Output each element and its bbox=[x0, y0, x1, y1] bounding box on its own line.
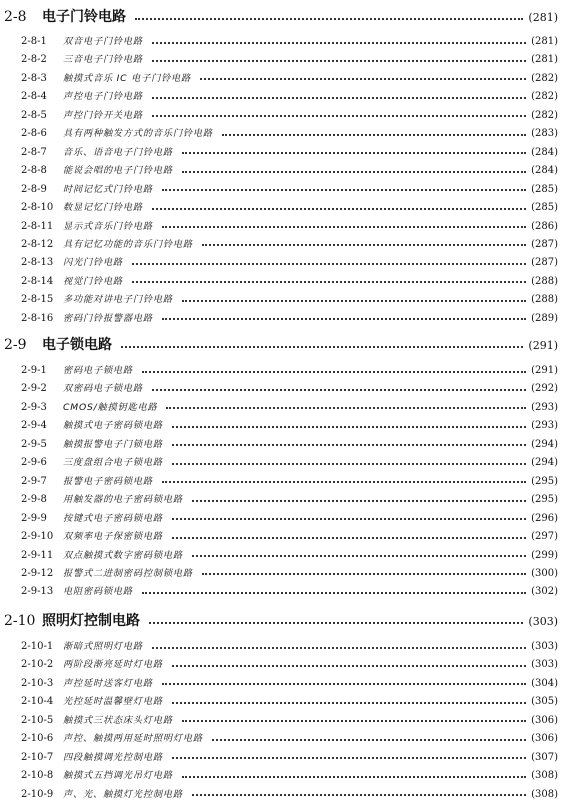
item-page: (283) bbox=[531, 128, 558, 140]
item-title: 双音电子门铃电路 bbox=[63, 36, 143, 47]
item-number: 2-9-4 bbox=[21, 420, 47, 432]
item-page: (295) bbox=[531, 494, 558, 506]
item-number: 2-10-3 bbox=[21, 677, 54, 689]
item-leader bbox=[162, 188, 526, 191]
toc-entry bbox=[21, 675, 558, 689]
sec-page: (281) bbox=[528, 11, 558, 24]
item-leader bbox=[142, 370, 526, 373]
toc-entry bbox=[21, 583, 558, 597]
sec-page: (303) bbox=[528, 615, 558, 628]
item-page: (289) bbox=[531, 312, 558, 324]
item-leader bbox=[172, 462, 526, 465]
item-page: (303) bbox=[531, 659, 558, 671]
sec-title: 照明灯控制电路 bbox=[42, 613, 140, 629]
item-number: 2-9-11 bbox=[21, 549, 54, 561]
toc-entry bbox=[21, 380, 558, 394]
item-title: 具有两种触发方式的音乐门铃电路 bbox=[63, 128, 213, 140]
item-page: (303) bbox=[531, 641, 558, 652]
item-number: 2-8-5 bbox=[21, 109, 47, 121]
toc-entry bbox=[21, 786, 558, 800]
item-title: 报警电子密码锁电路 bbox=[63, 475, 153, 487]
item-number: 2-10-8 bbox=[21, 770, 54, 782]
item-title: 三音电子门铃电路 bbox=[63, 54, 143, 66]
item-page: (282) bbox=[531, 91, 558, 103]
toc-entry bbox=[21, 162, 558, 176]
toc-entry bbox=[21, 181, 558, 195]
item-title: 声控门铃开关电路 bbox=[63, 109, 143, 121]
item-leader bbox=[152, 96, 526, 99]
item-page: (284) bbox=[531, 146, 558, 158]
item-title: 双点触摸式数字密码锁电路 bbox=[63, 549, 183, 561]
toc-entry bbox=[21, 749, 558, 763]
item-page: (293) bbox=[531, 420, 558, 432]
item-title: 时间记忆式门铃电路 bbox=[63, 183, 153, 195]
item-number: 2-8-13 bbox=[21, 257, 54, 269]
item-page: (302) bbox=[531, 586, 558, 598]
item-leader bbox=[192, 793, 526, 796]
item-title: 触摸式三状态床头灯电路 bbox=[63, 714, 173, 726]
item-title: 用触发器的电子密码锁电路 bbox=[63, 494, 183, 506]
item-number: 2-10-6 bbox=[21, 733, 54, 745]
item-page: (287) bbox=[531, 238, 558, 250]
item-page: (299) bbox=[531, 549, 558, 561]
item-title: 视觉门铃电路 bbox=[63, 275, 123, 287]
item-number: 2-8-6 bbox=[21, 128, 47, 140]
item-title: 三度盘组合电子锁电路 bbox=[63, 457, 163, 469]
toc-entry bbox=[21, 88, 558, 102]
toc-entry bbox=[21, 547, 558, 561]
item-leader bbox=[182, 719, 526, 722]
item-title: 声、光、触摸灯光控制电路 bbox=[63, 788, 183, 800]
item-title: 触摸式五挡调光吊灯电路 bbox=[63, 770, 173, 782]
section-heading bbox=[4, 6, 558, 26]
item-leader bbox=[172, 756, 526, 759]
item-title: 显示式音乐门铃电路 bbox=[63, 220, 153, 232]
item-title: 触摸式音乐 IC 电子门铃电路 bbox=[63, 72, 192, 84]
item-title: CMOS/触摸钥匙电路 bbox=[63, 401, 158, 413]
item-number: 2-9-12 bbox=[21, 567, 54, 579]
item-leader bbox=[172, 443, 526, 446]
item-number: 2-10-1 bbox=[21, 641, 54, 652]
toc-entry bbox=[21, 199, 558, 213]
toc-entry bbox=[21, 144, 558, 158]
toc-entry bbox=[21, 767, 558, 781]
toc-entry bbox=[21, 399, 558, 413]
item-leader bbox=[192, 554, 526, 557]
toc-entry bbox=[21, 510, 558, 524]
item-page: (282) bbox=[531, 72, 558, 84]
item-title: 电阻密码锁电路 bbox=[63, 586, 133, 598]
toc-entry bbox=[21, 436, 558, 450]
toc-entry bbox=[21, 491, 558, 505]
item-leader bbox=[166, 406, 526, 409]
item-number: 2-8-7 bbox=[21, 146, 47, 158]
item-page: (282) bbox=[531, 109, 558, 121]
item-number: 2-9-10 bbox=[21, 531, 54, 543]
item-number: 2-10-5 bbox=[21, 714, 54, 726]
item-title: 具有记忆功能的音乐门铃电路 bbox=[63, 238, 193, 250]
item-title: 多功能对讲电子门铃电路 bbox=[63, 294, 173, 306]
sec-number: 2-8 bbox=[4, 9, 27, 25]
item-title: 光控延时温馨壁灯电路 bbox=[63, 696, 163, 708]
item-number: 2-8-14 bbox=[21, 275, 54, 287]
item-number: 2-8-2 bbox=[21, 54, 47, 66]
item-number: 2-9-7 bbox=[21, 475, 47, 487]
item-title: 声控、触摸两用延时照明灯电路 bbox=[63, 733, 203, 745]
sec-page: (291) bbox=[528, 339, 558, 352]
item-number: 2-9-1 bbox=[21, 365, 47, 376]
toc-entry bbox=[21, 33, 558, 47]
item-leader bbox=[182, 170, 526, 173]
item-number: 2-10-7 bbox=[21, 751, 54, 763]
item-page: (306) bbox=[531, 714, 558, 726]
item-page: (281) bbox=[531, 54, 558, 66]
item-title: 密码电子锁电路 bbox=[63, 365, 133, 376]
sec-number: 2-9 bbox=[4, 337, 27, 353]
item-leader bbox=[172, 536, 526, 539]
item-page: (300) bbox=[531, 567, 558, 579]
item-leader bbox=[202, 572, 526, 575]
item-page: (308) bbox=[531, 770, 558, 782]
item-leader bbox=[172, 664, 526, 667]
item-leader bbox=[152, 207, 526, 210]
item-page: (294) bbox=[531, 457, 558, 469]
item-page: (285) bbox=[531, 202, 558, 214]
toc-entry bbox=[21, 454, 558, 468]
item-page: (305) bbox=[531, 696, 558, 708]
item-title: 闪光门铃电路 bbox=[63, 257, 123, 269]
item-leader bbox=[222, 133, 526, 136]
item-page: (294) bbox=[531, 438, 558, 450]
item-page: (286) bbox=[531, 220, 558, 232]
item-leader bbox=[152, 388, 526, 391]
item-title: 数显记忆门铃电路 bbox=[63, 202, 143, 214]
item-number: 2-9-9 bbox=[21, 512, 47, 524]
item-leader bbox=[182, 299, 526, 302]
item-page: (304) bbox=[531, 677, 558, 689]
toc-entry bbox=[21, 730, 558, 744]
item-title: 密码门铃报警器电路 bbox=[63, 312, 153, 324]
toc-entry bbox=[21, 310, 558, 324]
item-leader bbox=[162, 225, 526, 228]
item-title: 触摸式电子密码锁电路 bbox=[63, 420, 163, 432]
item-number: 2-9-8 bbox=[21, 494, 47, 506]
item-number: 2-9-2 bbox=[21, 383, 47, 395]
item-number: 2-8-12 bbox=[21, 238, 54, 250]
item-page: (293) bbox=[531, 401, 558, 413]
toc-entry bbox=[21, 273, 558, 287]
toc-entry bbox=[21, 565, 558, 579]
item-title: 音乐、语音电子门铃电路 bbox=[63, 146, 173, 158]
item-page: (288) bbox=[531, 294, 558, 306]
item-leader bbox=[192, 499, 526, 502]
item-number: 2-9-13 bbox=[21, 586, 54, 598]
item-page: (295) bbox=[531, 475, 558, 487]
item-page: (296) bbox=[531, 512, 558, 524]
item-leader bbox=[152, 114, 526, 117]
item-leader bbox=[152, 646, 526, 649]
item-page: (285) bbox=[531, 183, 558, 195]
item-leader bbox=[172, 701, 526, 704]
item-number: 2-9-6 bbox=[21, 457, 47, 469]
item-title: 双频率电子保密锁电路 bbox=[63, 531, 163, 543]
item-page: (308) bbox=[531, 788, 558, 800]
toc-entry bbox=[21, 638, 558, 652]
sec-leader bbox=[121, 345, 523, 348]
item-leader bbox=[132, 280, 526, 283]
item-number: 2-8-10 bbox=[21, 202, 54, 214]
toc-entry bbox=[21, 254, 558, 268]
toc-entry bbox=[21, 528, 558, 542]
item-leader bbox=[152, 59, 526, 62]
toc-entry bbox=[21, 107, 558, 121]
item-number: 2-9-3 bbox=[21, 401, 47, 413]
section-heading bbox=[4, 334, 558, 354]
item-number: 2-9-5 bbox=[21, 438, 47, 450]
item-number: 2-8-4 bbox=[21, 91, 47, 103]
item-number: 2-10-2 bbox=[21, 659, 54, 671]
item-leader bbox=[172, 425, 526, 428]
item-leader bbox=[182, 151, 526, 154]
toc-entry bbox=[21, 70, 558, 84]
item-number: 2-10-4 bbox=[21, 696, 54, 708]
item-leader bbox=[152, 41, 526, 44]
item-leader bbox=[132, 262, 526, 265]
item-leader bbox=[162, 317, 526, 320]
item-leader bbox=[182, 775, 526, 778]
item-number: 2-8-1 bbox=[21, 36, 47, 47]
item-page: (281) bbox=[531, 36, 558, 47]
toc-entry bbox=[21, 693, 558, 707]
item-title: 声控延时送客灯电路 bbox=[63, 677, 153, 689]
item-page: (284) bbox=[531, 165, 558, 177]
item-title: 渐暗式照明灯电路 bbox=[63, 641, 143, 652]
toc-entry bbox=[21, 51, 558, 65]
item-page: (292) bbox=[531, 383, 558, 395]
toc-entry bbox=[21, 218, 558, 232]
item-leader bbox=[142, 591, 526, 594]
item-page: (307) bbox=[531, 751, 558, 763]
item-title: 触摸报警电子门锁电路 bbox=[63, 438, 163, 450]
toc-entry bbox=[21, 417, 558, 431]
item-page: (288) bbox=[531, 275, 558, 287]
sec-leader bbox=[135, 17, 523, 20]
item-leader bbox=[162, 480, 526, 483]
item-title: 能说会唱的电子门铃电路 bbox=[63, 165, 173, 177]
item-leader bbox=[200, 77, 526, 80]
item-leader bbox=[212, 738, 526, 741]
sec-number: 2-10 bbox=[4, 613, 36, 629]
item-leader bbox=[172, 517, 526, 520]
item-number: 2-10-9 bbox=[21, 788, 54, 800]
item-title: 报警式二进制密码控制锁电路 bbox=[63, 567, 193, 579]
item-page: (297) bbox=[531, 531, 558, 543]
item-page: (306) bbox=[531, 733, 558, 745]
item-title: 双密码电子锁电路 bbox=[63, 383, 143, 395]
item-number: 2-8-11 bbox=[21, 220, 54, 232]
toc-entry bbox=[21, 656, 558, 670]
item-number: 2-8-3 bbox=[21, 72, 47, 84]
item-number: 2-8-16 bbox=[21, 312, 54, 324]
toc-entry bbox=[21, 712, 558, 726]
item-leader bbox=[202, 243, 526, 246]
toc-entry bbox=[21, 473, 558, 487]
sec-title: 电子门铃电路 bbox=[42, 9, 126, 25]
sec-leader bbox=[149, 621, 523, 624]
item-title: 两阶段渐亮延时灯电路 bbox=[63, 659, 163, 671]
item-title: 四段触摸调光控制电路 bbox=[63, 751, 163, 763]
item-number: 2-8-9 bbox=[21, 183, 47, 195]
toc-entry bbox=[21, 362, 558, 376]
item-number: 2-8-15 bbox=[21, 294, 54, 306]
section-heading bbox=[4, 610, 558, 630]
item-page: (287) bbox=[531, 257, 558, 269]
toc-entry bbox=[21, 125, 558, 139]
item-title: 声控电子门铃电路 bbox=[63, 91, 143, 103]
item-leader bbox=[162, 682, 526, 685]
toc-entry bbox=[21, 291, 558, 305]
item-page: (291) bbox=[531, 365, 558, 376]
item-title: 按键式电子密码锁电路 bbox=[63, 512, 163, 524]
toc-entry bbox=[21, 236, 558, 250]
item-number: 2-8-8 bbox=[21, 165, 47, 177]
sec-title: 电子锁电路 bbox=[42, 337, 112, 353]
